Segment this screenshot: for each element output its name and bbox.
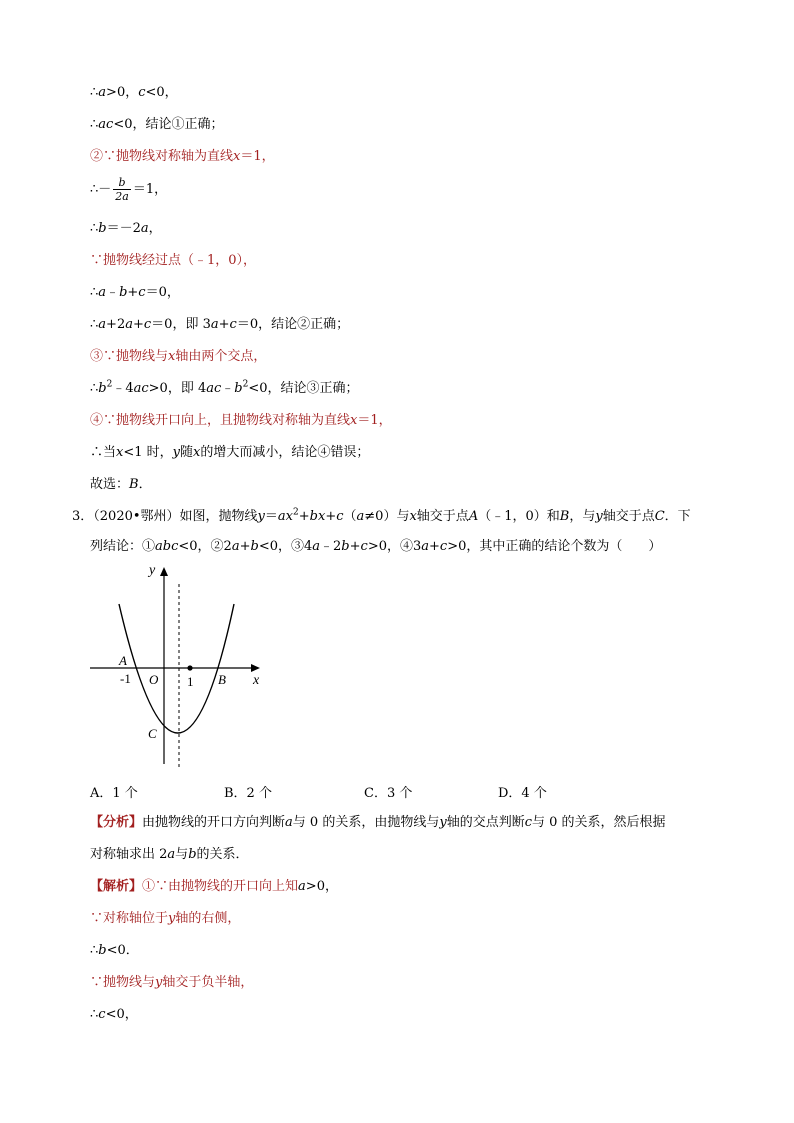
- line-8: ∴a+2a+c＝0，即 3a+c＝0，结论②正确；: [90, 317, 350, 332]
- line-6: ∵抛物线经过点（﹣1，0），: [90, 253, 257, 268]
- label-C: C: [148, 726, 157, 741]
- parabola-graph: [88, 562, 278, 772]
- analysis-line-2: 对称轴求出 2a与b的关系．: [90, 847, 249, 862]
- solution-line-3: ∴b<0．: [90, 943, 139, 958]
- analysis-line-1: 【分析】由抛物线的开口方向判断a与 0 的关系，由抛物线与y轴的交点判断c与 0 的关系，然后根据: [90, 815, 666, 830]
- point-1: [187, 665, 192, 670]
- y-axis-arrow: [160, 567, 168, 576]
- option-a[interactable]: A．1 个: [90, 786, 138, 801]
- line-13: 故选：B．: [90, 477, 152, 492]
- analysis-tag: 【分析】: [90, 815, 143, 830]
- line-7: ∴a﹣b+c＝0，: [90, 285, 180, 300]
- line-3: ②∵抛物线对称轴为直线x＝1，: [90, 149, 275, 164]
- line-4: ∴－ $\frac{b}{2a}$ ＝1，: [90, 176, 168, 203]
- fraction: $\frac{b}{2a}$: [115, 176, 129, 203]
- solution-line-2: ∵对称轴位于y轴的右侧，: [90, 911, 241, 926]
- x-axis-arrow: [251, 664, 260, 672]
- label-O: O: [149, 672, 159, 687]
- question-3-line-1: 3．（2020•鄂州）如图，抛物线$y=ax^2+bx+c(a\ne 0)$与x轴交于点A（﹣1，0）和B，与y轴交于点C．下: [72, 507, 691, 524]
- solution-tag: 【解析】: [90, 879, 143, 894]
- line-12: ∴当x<1 时，y随x的增大而减小，结论④错误；: [90, 445, 370, 460]
- label-B: B: [218, 672, 226, 687]
- label-1: 1: [187, 674, 194, 689]
- question-3-line-2: 列结论：①abc<0，②2a+b<0，③4a﹣2b+c>0，④3a+c>0，其中正确的结论个数为（ ）: [90, 539, 662, 554]
- line-10: $\therefore b^2﹣4ac>0$，即 $4ac﹣b^2<0$，结论③正确；: [90, 379, 359, 396]
- solution-line-1: 【解析】①∵由抛物线的开口向上知a>0，: [90, 879, 338, 894]
- line-5: ∴b＝－2a，: [90, 221, 162, 236]
- option-b[interactable]: B．2 个: [224, 786, 272, 801]
- solution-line-5: ∴c<0，: [90, 1007, 138, 1022]
- label-y: y: [149, 563, 156, 578]
- label-minus-1: -1: [120, 671, 131, 686]
- solution-line-4: ∵抛物线与y轴交于负半轴，: [90, 975, 254, 990]
- label-A: A: [119, 653, 127, 668]
- line-1: ∴a>0，c<0，: [90, 85, 178, 100]
- option-d[interactable]: D．4 个: [498, 786, 547, 801]
- line-2: ∴ac<0，结论①正确；: [90, 117, 224, 132]
- line-11: ④∵抛物线开口向上，且抛物线对称轴为直线x＝1，: [90, 413, 392, 428]
- line-9: ③∵抛物线与x轴由两个交点，: [90, 349, 267, 364]
- label-x: x: [253, 673, 260, 688]
- option-c[interactable]: C．3 个: [364, 786, 413, 801]
